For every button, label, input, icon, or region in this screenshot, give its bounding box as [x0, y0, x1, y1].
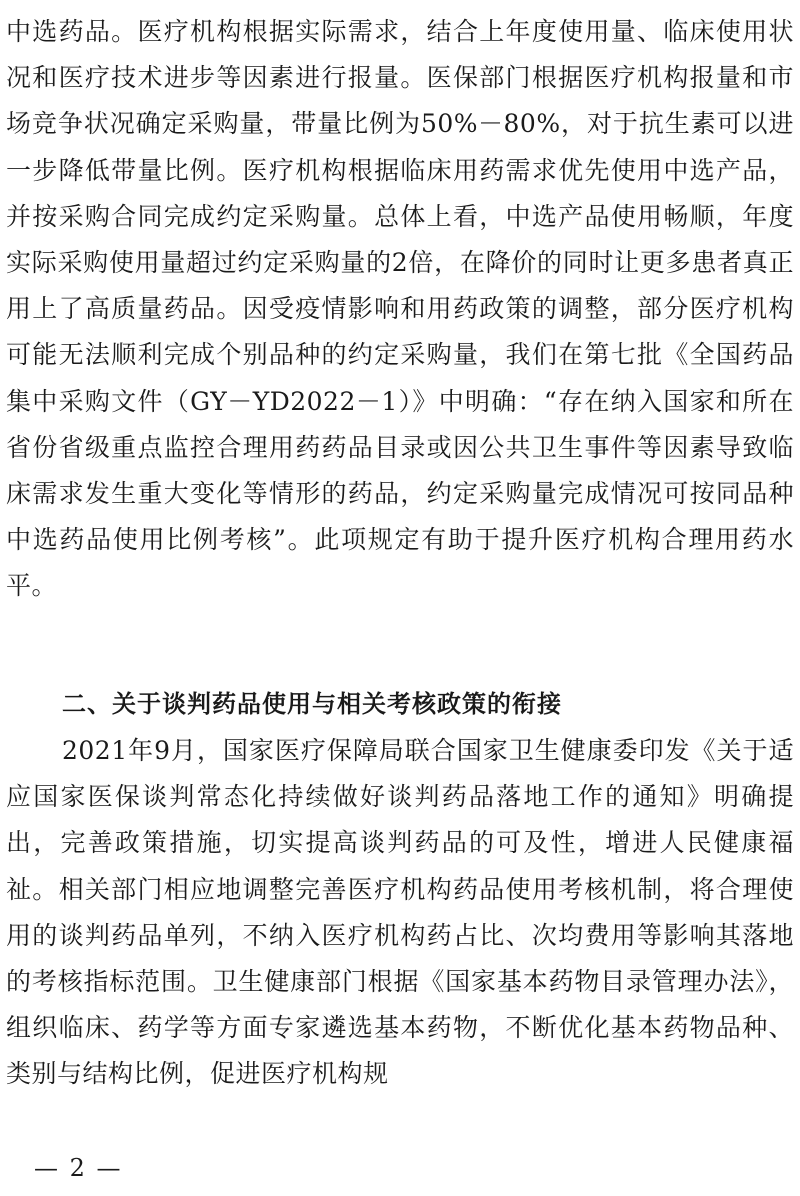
section-heading: 二、关于谈判药品使用与相关考核政策的衔接	[62, 690, 562, 718]
body-paragraph: 2021年9月，国家医疗保障局联合国家卫生健康委印发《关于适应国家医保谈判常态化持续做好谈判药品落地工作的通知》明确提出，完善政策措施，切实提高谈判药品的可及性，增进人民健康福祉。相关部门相应地调整完善医疗机构药品使用考核机制，将合理使用的谈判药品单列，不纳入医疗机构药占比、次均费用等影响其落地的考核指标范围。卫生健康部门根据《国家基本药物目录管理办法》，组织临床、药学等方面专家遴选基本药物，不断优化基本药物品种、类别与结构比例，促进医疗机构规	[6, 736, 794, 1089]
page-number: — 2 —	[34, 1154, 123, 1182]
body-paragraph: 中选药品。医疗机构根据实际需求，结合上年度使用量、临床使用状况和医疗技术进步等因素进行报量。医保部门根据医疗机构报量和市场竞争状况确定采购量，带量比例为50%－80%，对于抗生素可以进一步降低带量比例。医疗机构根据临床用药需求优先使用中选产品，并按采购合同完成约定采购量。总体上看，中选产品使用畅顺，年度实际采购使用量超过约定采购量的2倍，在降价的同时让更多患者真正用上了高质量药品。因受疫情影响和用药政策的调整，部分医疗机构可能无法顺利完成个别品种的约定采购量，我们在第七批《全国药品集中采购文件（GY－YD2022－1）》中明确：“存在纳入国家和所在省份省级重点监控合理用药药品目录或因公共卫生事件等因素导致临床需求发生重大变化等情形的药品，约定采购量完成情况可按同品种中选药品使用比例考核”。此项规定有助于提升医疗机构合理用药水平。	[6, 17, 794, 601]
